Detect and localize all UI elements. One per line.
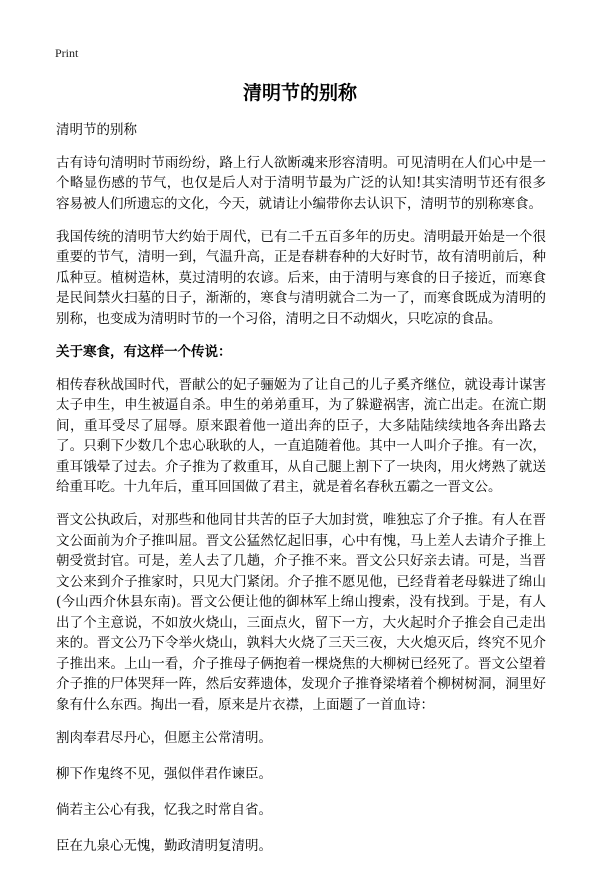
article-paragraph: 我国传统的清明节大约始于周代，已有二千五百多年的历史。清明最开始是一个很重要的节气，清明一到，气温升高，正是春耕春种的大好时节，故有清明前后，种瓜种豆。植树造林，莫过清明的农谚。后来，由于清明与寒食的日子接近，而寒食是民间禁火扫墓的日子，渐渐的，寒食与清明就合二为一了，而寒食既成为清明的别称，也变成为清明时节的一个习俗，清明之日不动烟火，只吃凉的食品。	[56, 228, 546, 327]
article-paragraph: 晋文公执政后，对那些和他同甘共苦的臣子大加封赏，唯独忘了介子推。有人在晋文公面前为介子推叫屈。晋文公猛然忆起旧事，心中有愧，马上差人去请介子推上朝受赏封官。可是，差人去了几趟，介子推不来。晋文公只好亲去请。可是，当晋文公来到介子推家时，只见大门紧闭。介子推不愿见他，已经背着老母躲进了绵山(今山西介休县东南)。晋文公便让他的御林军上绵山搜索，没有找到。于是，有人出了个主意说，不如放火烧山，三面点火，留下一方，大火起时介子推会自己走出来的。晋文公乃下令举火烧山，孰料大火烧了三天三夜，大火熄灭后，终究不见介子推出来。上山一看，介子推母子俩抱着一棵烧焦的大柳树已经死了。晋文公望着介子推的尸体哭拜一阵，然后安葬遗体，发现介子推脊梁堵着个柳树树洞，洞里好象有什么东西。掏出一看，原来是片衣襟，上面题了一首血诗：	[56, 512, 546, 713]
article-paragraph: 古有诗句清明时节雨纷纷，路上行人欲断魂来形容清明。可见清明在人们心中是一个略显伤感的节气，也仅是后人对于清明节最为广泛的认知!其实清明节还有很多容易被人们所遗忘的文化，今天，就请让小编带你去认识下，清明节的别称寒食。	[56, 154, 546, 212]
print-link[interactable]: Print	[55, 46, 79, 60]
poem-line: 臣在九泉心无愧，勤政清明复清明。	[56, 837, 272, 854]
article-paragraph: 相传春秋战国时代，晋献公的妃子骊姬为了让自己的儿子奚齐继位，就设毒计谋害太子申生，申生被逼自杀。申生的弟弟重耳，为了躲避祸害，流亡出走。在流亡期间，重耳受尽了屈辱。原来跟着他一道出奔的臣子，大多陆陆续续地各奔出路去了。只剩下少数几个忠心耿耿的人，一直追随着他。其中一人叫介子推。有一次，重耳饿晕了过去。介子推为了救重耳，从自己腿上割下了一块肉，用火烤熟了就送给重耳吃。十九年后，重耳回国做了君主，就是着名春秋五霸之一晋文公。	[56, 376, 546, 495]
page-title: 清明节的别称	[242, 82, 357, 104]
poem-line: 倘若主公心有我，忆我之时常自省。	[56, 801, 272, 818]
poem-line: 割肉奉君尽丹心，但愿主公常清明。	[56, 729, 272, 746]
article-body	[56, 120, 546, 872]
poem-line: 柳下作鬼终不见，强似伴君作谏臣。	[56, 765, 272, 782]
article-subtitle: 清明节的别称	[56, 122, 137, 138]
section-heading: 关于寒食，有这样一个传说：	[56, 343, 232, 360]
